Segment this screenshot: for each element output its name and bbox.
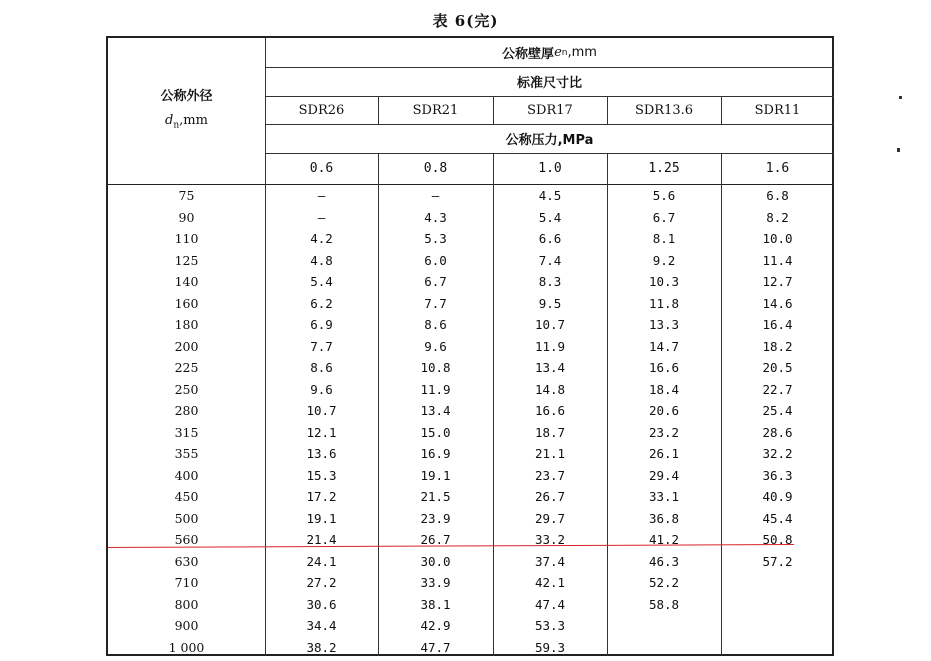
wall-thickness-cell: 40.9 xyxy=(762,489,793,504)
table-row xyxy=(108,422,834,444)
wall-thickness-cell: 5.4 xyxy=(538,209,562,225)
wall-thickness-cell: 7.7 xyxy=(310,338,333,354)
pressure-header: 0.6 xyxy=(309,161,334,176)
diameter-cell: 90 xyxy=(178,209,195,225)
wall-thickness-cell: 42.9 xyxy=(420,618,451,633)
wall-thickness-cell: 6.6 xyxy=(538,231,562,246)
table-row xyxy=(108,551,834,573)
wall-thickness-cell: 30.0 xyxy=(420,553,451,569)
diameter-unit-label: $d_n,mm$ xyxy=(165,112,208,131)
wall-thickness-cell: 23.7 xyxy=(534,467,566,483)
diameter-cell: 180 xyxy=(174,317,199,332)
wall-thickness-cell: 6.7 xyxy=(424,274,447,289)
table-row xyxy=(108,271,834,293)
wall-thickness-cell: 9.2 xyxy=(652,252,676,268)
wall-thickness-cell: 26.7 xyxy=(534,489,566,504)
table-row xyxy=(108,379,834,401)
table-row xyxy=(108,293,834,315)
wall-thickness-cell: 15.0 xyxy=(420,424,451,440)
diameter-cell: 75 xyxy=(178,188,195,203)
wall-thickness-cell: 10.7 xyxy=(534,317,566,332)
diameter-header xyxy=(108,38,265,184)
wall-thickness-cell: 26.1 xyxy=(648,446,680,461)
wall-thickness-cell: 6.7 xyxy=(652,209,676,225)
table-row xyxy=(108,207,834,229)
wall-thickness-cell: 8.3 xyxy=(538,274,562,289)
wall-thickness-cell: 18.7 xyxy=(534,424,566,440)
table-row xyxy=(108,615,834,637)
diameter-cell: 630 xyxy=(174,553,199,569)
wall-thickness-header: 公称壁厚 e n ,mm xyxy=(502,45,597,62)
wall-thickness-cell: 16.4 xyxy=(762,317,793,332)
diameter-cell: 1 000 xyxy=(168,639,205,655)
wall-thickness-cell: 21.4 xyxy=(306,532,337,547)
wall-thickness-cell: 20.5 xyxy=(762,360,793,375)
wall-thickness-cell: 7.4 xyxy=(538,252,562,268)
table-row xyxy=(108,314,834,336)
wall-thickness-cell: 11.9 xyxy=(420,381,451,397)
wall-thickness-cell: 4.2 xyxy=(310,231,333,246)
table-row xyxy=(108,637,834,659)
wall-thickness-cell: 9.6 xyxy=(424,338,447,354)
wall-thickness-cell: 23.2 xyxy=(648,424,680,440)
table-row xyxy=(108,443,834,465)
wall-thickness-cell: 19.1 xyxy=(306,510,337,526)
wall-thickness-cell: 33.9 xyxy=(420,575,451,590)
wall-thickness-cell: 30.6 xyxy=(306,596,337,612)
wall-thickness-cell: 17.2 xyxy=(306,489,337,504)
diameter-cell: 355 xyxy=(174,446,199,461)
wall-thickness-cell: 5.3 xyxy=(424,231,447,246)
pressure-header: 1.6 xyxy=(765,161,790,176)
table-row xyxy=(108,572,834,594)
wall-thickness-cell: 16.6 xyxy=(648,360,680,375)
wall-thickness-cell: 36.3 xyxy=(762,467,793,483)
wall-thickness-cell: 12.1 xyxy=(306,424,337,440)
wall-thickness-cell: 5.6 xyxy=(652,188,676,203)
table-row xyxy=(108,594,834,616)
wall-thickness-cell: 10.3 xyxy=(648,274,680,289)
wall-thickness-cell: 38.1 xyxy=(420,596,451,612)
wall-thickness-cell: 23.9 xyxy=(420,510,451,526)
wall-thickness-cell: 57.2 xyxy=(762,553,793,569)
wall-thickness-cell: 52.2 xyxy=(648,575,680,590)
wall-thickness-cell: 14.6 xyxy=(762,295,793,311)
wall-thickness-cell: 45.4 xyxy=(762,510,793,526)
wall-thickness-cell: 22.7 xyxy=(762,381,793,397)
wall-thickness-cell: 21.1 xyxy=(534,446,566,461)
wall-thickness-cell: — xyxy=(317,209,326,225)
diameter-cell: 110 xyxy=(174,231,199,246)
wall-thickness-cell: 24.1 xyxy=(306,553,337,569)
table-row xyxy=(108,185,834,207)
wall-thickness-cell: 4.3 xyxy=(424,209,447,225)
wall-thickness-cell: 37.4 xyxy=(534,553,566,569)
wall-thickness-cell: 42.1 xyxy=(534,575,566,590)
wall-thickness-cell: 8.1 xyxy=(652,231,676,246)
diameter-cell: 560 xyxy=(174,532,199,547)
wall-thickness-cell: 16.9 xyxy=(420,446,451,461)
wall-thickness-cell: 21.5 xyxy=(420,489,451,504)
diameter-cell: 125 xyxy=(174,252,199,268)
pressure-header: 1.0 xyxy=(538,161,562,176)
wall-thickness-cell: 50.8 xyxy=(762,532,793,547)
wall-thickness-cell: 34.4 xyxy=(306,618,337,633)
scan-mark xyxy=(897,148,900,152)
wall-thickness-cell: 6.0 xyxy=(424,252,447,268)
wall-thickness-cell: 6.9 xyxy=(310,317,333,332)
wall-thickness-cell: 13.4 xyxy=(534,360,566,375)
sdr-header: SDR26 xyxy=(298,102,345,118)
wall-thickness-cell: 10.7 xyxy=(306,403,337,418)
diameter-cell: 140 xyxy=(174,274,199,289)
wall-thickness-cell: 18.2 xyxy=(762,338,793,354)
wall-thickness-cell: 32.2 xyxy=(762,446,793,461)
wall-thickness-cell: 13.4 xyxy=(420,403,451,418)
wall-thickness-cell: 4.5 xyxy=(538,188,562,203)
wall-thickness-cell: — xyxy=(431,188,440,203)
wall-thickness-cell: 11.8 xyxy=(648,295,680,311)
table-row xyxy=(108,357,834,379)
diameter-cell: 160 xyxy=(174,295,199,311)
wall-thickness-cell: 13.6 xyxy=(306,446,337,461)
diameter-cell: 710 xyxy=(174,575,199,590)
diameter-cell: 280 xyxy=(174,403,199,418)
wall-thickness-cell: 14.7 xyxy=(648,338,680,354)
wall-thickness-cell: 5.4 xyxy=(310,274,333,289)
table-row xyxy=(108,400,834,422)
table-row xyxy=(108,508,834,530)
sdr-group-header: 标准尺寸比 xyxy=(516,76,582,91)
table-row xyxy=(108,336,834,358)
diameter-cell: 900 xyxy=(174,618,199,633)
wall-thickness-cell: 41.2 xyxy=(648,532,680,547)
wall-thickness-cell: 25.4 xyxy=(762,403,793,418)
wall-thickness-cell: 46.3 xyxy=(648,553,680,569)
scan-mark xyxy=(899,96,902,99)
wall-thickness-cell: 6.8 xyxy=(766,188,789,203)
pressure-group-header: 公称压力,MPa xyxy=(505,133,594,148)
wall-thickness-cell: 8.6 xyxy=(310,360,333,375)
wall-thickness-cell: 53.3 xyxy=(534,618,566,633)
wall-thickness-cell: 11.9 xyxy=(534,338,566,354)
sdr-header: SDR21 xyxy=(412,102,459,118)
wall-thickness-cell: 14.8 xyxy=(534,381,566,397)
wall-thickness-cell: 20.6 xyxy=(648,403,680,418)
diameter-cell: 200 xyxy=(174,338,199,354)
table-row xyxy=(108,228,834,250)
sdr-header: SDR11 xyxy=(754,102,801,118)
wall-thickness-cell: 19.1 xyxy=(420,467,451,483)
wall-thickness-cell: 13.3 xyxy=(648,317,680,332)
diameter-cell: 500 xyxy=(174,510,199,526)
diameter-cell: 800 xyxy=(174,596,199,612)
wall-thickness-cell: 33.1 xyxy=(648,489,680,504)
diameter-cell: 315 xyxy=(174,424,199,440)
wall-thickness-cell: 38.2 xyxy=(306,639,337,655)
wall-thickness-cell: 47.4 xyxy=(534,596,566,612)
table-row xyxy=(108,486,834,508)
wall-thickness-cell: 15.3 xyxy=(306,467,337,483)
wall-thickness-cell: 9.5 xyxy=(538,295,562,311)
wall-thickness-cell: 27.2 xyxy=(306,575,337,590)
table-row xyxy=(108,465,834,487)
table-row xyxy=(108,250,834,272)
wall-thickness-cell: 6.2 xyxy=(310,295,333,311)
wall-thickness-cell: 8.2 xyxy=(766,209,789,225)
wall-thickness-cell: 7.7 xyxy=(424,295,447,311)
diameter-cell: 450 xyxy=(174,489,199,504)
wall-thickness-cell: 18.4 xyxy=(648,381,680,397)
wall-thickness-cell: 59.3 xyxy=(534,639,566,655)
wall-thickness-cell: 29.4 xyxy=(648,467,680,483)
pressure-header: 0.8 xyxy=(423,161,448,176)
diameter-cell: 250 xyxy=(174,381,199,397)
wall-thickness-cell: 33.2 xyxy=(534,532,566,547)
diameter-label: 公称外径 xyxy=(160,88,213,104)
table-frame xyxy=(106,36,834,656)
wall-thickness-cell: 28.6 xyxy=(762,424,793,440)
wall-thickness-cell: — xyxy=(317,188,326,203)
pressure-header: 1.25 xyxy=(648,161,680,176)
wall-thickness-cell: 10.8 xyxy=(420,360,451,375)
sdr-header: SDR17 xyxy=(527,102,573,118)
wall-thickness-cell: 26.7 xyxy=(420,532,451,547)
table-title: 表 6(完) xyxy=(432,12,499,30)
wall-thickness-cell: 36.8 xyxy=(648,510,680,526)
wall-thickness-cell: 9.6 xyxy=(310,381,333,397)
diameter-cell: 400 xyxy=(174,467,199,483)
wall-thickness-cell: 4.8 xyxy=(310,252,333,268)
wall-thickness-cell: 8.6 xyxy=(424,317,447,332)
wall-thickness-cell: 10.0 xyxy=(762,231,793,246)
wall-thickness-cell: 11.4 xyxy=(762,252,793,268)
wall-thickness-cell: 16.6 xyxy=(534,403,566,418)
wall-thickness-cell: 58.8 xyxy=(648,596,680,612)
diameter-cell: 225 xyxy=(174,360,199,375)
wall-thickness-cell: 47.7 xyxy=(420,639,451,655)
wall-thickness-cell: 29.7 xyxy=(534,510,566,526)
wall-thickness-cell: 12.7 xyxy=(762,274,793,289)
sdr-header: SDR13.6 xyxy=(634,102,694,118)
